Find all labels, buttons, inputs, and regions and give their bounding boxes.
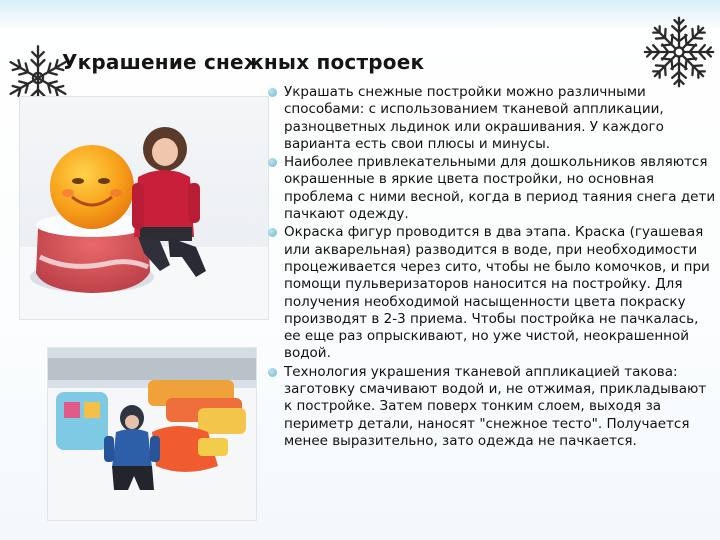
bullet-item [268,364,718,450]
bullet-dot-icon [268,368,277,377]
snow-playground-photo [48,348,256,520]
slide-title: Украшение снежных построек [62,50,425,74]
bullet-dot-icon [268,158,277,167]
bullet-item [268,84,718,153]
snow-sun-photo [20,97,268,319]
bullet-text: Технология украшения тканевой аппликацией такова: заготовку смачивают водой и, не отжимая, прикладывают к постройке. Затем поверх тонким слоем, выходя за периметр детали, наносят "снежное тесто". Получается менее выразительно, зато одежда не пачкается. [284,363,707,449]
top-gradient-band [0,0,720,30]
snowflake-icon [641,14,717,90]
bullet-dot-icon [268,228,277,237]
bullet-dot-icon [268,88,277,97]
bullet-list [268,84,718,451]
bullet-item [268,224,718,362]
bullet-text: Украшать снежные постройки можно различными способами: с использованием тканевой аппликации, разноцветных льдинок или окрашивания. У каждого варианта есть свои плюсы и минусы. [284,84,664,152]
bullet-text: Наиболее привлекательными для дошкольников являются окрашенные в яркие цвета постройки, но основная проблема с ними весной, когда в период таяния снега дети пачкают одежду. [284,154,716,223]
bullet-text: Окраска фигур проводится в два этапа. Краска (гуашевая или акварельная) разводится в воде, при необходимости процеживается через сито, чтобы не было комочков, и при помощи пульверизаторов наносится на постройку. Для получения необходимой насыщенности цвета покраску производят в 2-3 приема. Чтобы постройка не пачкалась, ее еще раз опрыскивают, но уже чистой, неокрашенной водой. [284,224,710,362]
bullet-item [268,154,718,223]
